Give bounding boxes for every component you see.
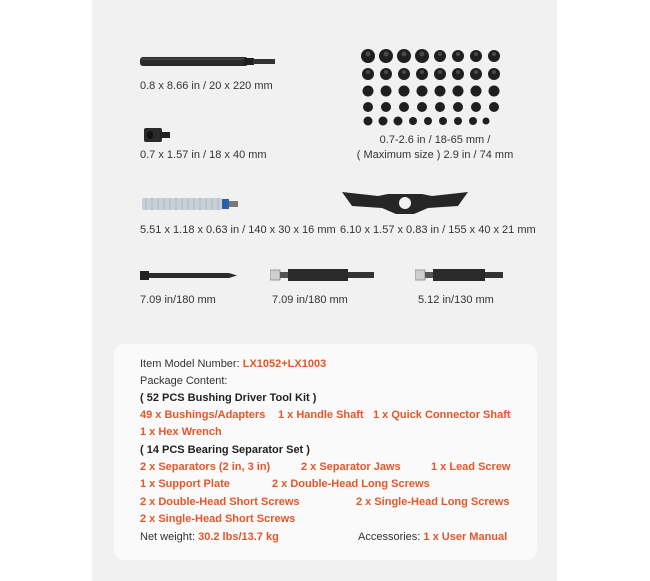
kit2-item: 2 x Double-Head Short Screws [140, 496, 300, 508]
model-line [140, 356, 326, 374]
kit1-item: 1 x Hex Wrench [140, 426, 222, 438]
accessories-value: 1 x User Manual [423, 531, 508, 543]
kit2-item: 2 x Single-Head Long Screws [356, 496, 510, 508]
kit2-item: 1 x Support Plate [140, 478, 230, 490]
short-shaft-image [142, 124, 172, 144]
accessories-label: Accessories: [358, 531, 421, 543]
short-shaft-label: 0.7 x 1.57 in / 18 x 40 mm [140, 149, 267, 161]
support-plate-image [140, 195, 240, 213]
bushings-label-line1: 0.7-2.6 in / 18-65 mm / [379, 134, 491, 146]
model-value: LX1052+LX1003 [242, 358, 327, 370]
kit1-title: ( 52 PCS Bushing Driver Tool Kit ) [140, 392, 317, 404]
kit2-title: ( 14 PCS Bearing Separator Set ) [140, 444, 310, 456]
separator-jaw-image [338, 186, 473, 218]
lead-screw-label: 7.09 in/180 mm [140, 294, 216, 306]
kit2-item: 2 x Separator Jaws [301, 461, 401, 473]
kit2-item: 2 x Single-Head Short Screws [140, 513, 296, 525]
separator-jaw-label: 6.10 x 1.57 x 0.83 in / 155 x 40 x 21 mm [340, 224, 536, 236]
kit2-item: 2 x Separators (2 in, 3 in) [140, 461, 271, 473]
kit2-item: 2 x Double-Head Long Screws [272, 478, 430, 490]
accessories-line [358, 531, 507, 543]
bushings-image [358, 46, 508, 128]
kit1-item: 1 x Quick Connector Shaft [373, 409, 511, 421]
bushings-label-line2: ( Maximum size ) 2.9 in / 74 mm [356, 149, 514, 161]
lead-screw-image [140, 268, 240, 282]
double-head-screw-label: 7.09 in/180 mm [272, 294, 348, 306]
single-head-screw-label: 5.12 in/130 mm [418, 294, 494, 306]
weight-value: 30.2 lbs/13.7 kg [198, 531, 279, 543]
package-label: Package Content: [140, 375, 228, 387]
single-head-screw-image [415, 266, 505, 284]
bushings-label [350, 133, 520, 163]
weight-line [140, 531, 279, 543]
double-head-screw-image [270, 266, 376, 284]
weight-label: Net weight: [140, 531, 196, 543]
support-plate-label: 5.51 x 1.18 x 0.63 in / 140 x 30 x 16 mm [140, 224, 336, 236]
kit2-item: 1 x Lead Screw [431, 461, 511, 473]
kit1-item: 1 x Handle Shaft [278, 409, 364, 421]
long-shaft-label: 0.8 x 8.66 in / 20 x 220 mm [140, 80, 273, 92]
long-shaft-image [140, 52, 275, 70]
kit1-item: 49 x Bushings/Adapters [140, 409, 266, 421]
model-label: Item Model Number: [140, 358, 240, 370]
